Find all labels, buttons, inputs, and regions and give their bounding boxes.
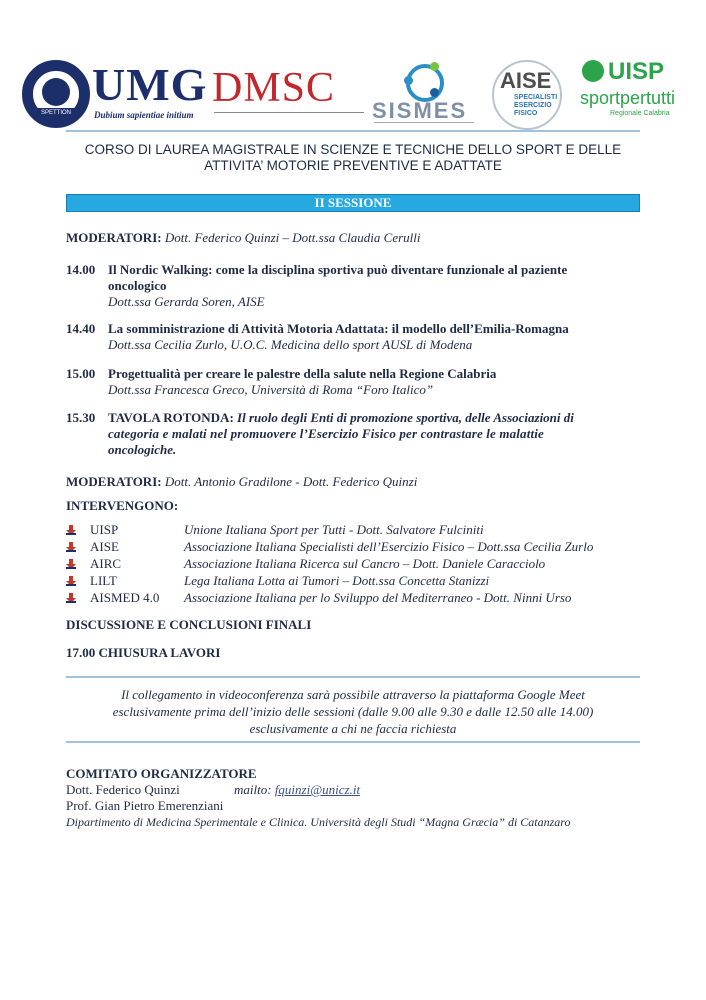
closing-heading: 17.00 CHIUSURA LAVORI <box>66 645 221 660</box>
department-line: Dipartimento di Medicina Sperimentale e Clinica. Università degli Studi “Magna Græcia” di Catanzaro <box>66 815 571 829</box>
committee-mail: mailto: fquinzi@unicz.it <box>234 782 361 797</box>
divider-notice-bottom <box>66 741 640 743</box>
uisp-region-text: Regionale Calabria <box>610 110 670 117</box>
moderators-first: MODERATORI: Dott. Federico Quinzi – Dott.ssa Claudia Cerulli <box>66 230 421 245</box>
committee-member: Dott. Federico Quinzi <box>66 782 180 797</box>
program-item: La somministrazione di Attività Motoria Adattata: il modello dell’Emilia-Romagna Dott.ssa Cecilia Zurlo, U.O.C. Medicina dello sport AUSL di Modena <box>108 321 569 352</box>
aise-logo-subtitle: SPECIALISTI ESERCIZIO FISICO <box>514 94 558 117</box>
organization-row: AISE Associazione Italiana Specialisti dell’Esercizio Fisico – Dott.ssa Cecilia Zurlo <box>66 539 640 555</box>
organization-row: AIRC Associazione Italiana Ricerca sul Cancro – Dott. Daniele Caracciolo <box>66 556 640 572</box>
dmsc-logo-subline <box>214 112 364 117</box>
bullet-arrow-icon <box>66 576 76 586</box>
program-item: Il Nordic Walking: come la disciplina sportiva può diventare funzionale al paziente oncologico Dott.ssa Gerarda Soren, AISE <box>108 262 568 309</box>
bullet-arrow-icon <box>66 525 76 535</box>
divider-notice-top <box>66 676 640 678</box>
uisp-sport-text: sportpertutti <box>580 88 676 108</box>
course-title: CORSO DI LAUREA MAGISTRALE IN SCIENZE E TECNICHE DELLO SPORT E DELLE ATTIVITA’ MOTORIE PREVENTIVE E ADATTATE <box>84 142 622 173</box>
organization-row: UISP Unione Italiana Sport per Tutti - Dott. Salvatore Fulciniti <box>66 522 640 538</box>
uisp-ball-icon <box>582 60 604 82</box>
logo-row <box>22 58 692 130</box>
session-header: II SESSIONE <box>66 194 640 212</box>
uisp-logo-text: UISP <box>608 58 665 85</box>
umg-seal-logo <box>22 60 90 128</box>
sismes-logo-text: SISMES <box>372 98 468 123</box>
committee-member: Prof. Gian Pietro Emerenziani <box>66 798 224 813</box>
discussion-heading: DISCUSSIONE E CONCLUSIONI FINALI <box>66 617 312 632</box>
program-item: Progettualità per creare le palestre della salute nella Regione Calabria Dott.ssa Francesca Greco, Università di Roma “Foro Italico” <box>108 366 497 397</box>
program-time: 15.00 <box>66 366 96 381</box>
program-time: 14.40 <box>66 321 96 336</box>
organization-row: LILT Lega Italiana Lotta ai Tumori – Dott.ssa Concetta Stanizzi <box>66 573 640 589</box>
bullet-arrow-icon <box>66 593 76 603</box>
email-link[interactable]: fquinzi@unicz.it <box>274 782 361 797</box>
program-time: 15.30 <box>66 410 96 425</box>
bullet-arrow-icon <box>66 542 76 552</box>
umg-seal-band: SPETTION <box>34 108 78 118</box>
dmsc-logo-text: DMSC <box>212 65 336 111</box>
bullet-arrow-icon <box>66 559 76 569</box>
organization-row: AISMED 4.0 Associazione Italiana per lo Sviluppo del Mediterraneo - Dott. Ninni Urso <box>66 590 640 606</box>
aise-logo-text: AISE <box>500 68 552 93</box>
umg-logo-text: UMG <box>92 59 208 110</box>
intervengono-label: INTERVENGONO: <box>66 498 179 513</box>
committee-heading: COMITATO ORGANIZZATORE <box>66 766 257 781</box>
round-table-item: TAVOLA ROTONDA: Il ruolo degli Enti di promozione sportiva, delle Associazioni di categoria e malati nel promuovere l’Esercizio Fisico per contrastare le malattie oncologiche. <box>108 410 574 457</box>
sismes-logo-icon <box>406 64 444 102</box>
program-time: 14.00 <box>66 262 96 277</box>
moderators-second: MODERATORI: Dott. Antonio Gradilone - Dott. Federico Quinzi <box>66 474 418 489</box>
videoconference-notice: Il collegamento in videoconferenza sarà possibile attraverso la piattaforma Google Meet esclusivamente prima dell’inizio delle sessioni (dalle 9.00 alle 9.30 e dalle 12.50 alle 14.00) esclusivamente a chi ne faccia richiesta <box>112 687 594 736</box>
umg-motto: Dubium sapientiae initium <box>94 110 194 120</box>
divider-top <box>66 130 640 132</box>
sismes-logo-subline <box>374 122 474 126</box>
